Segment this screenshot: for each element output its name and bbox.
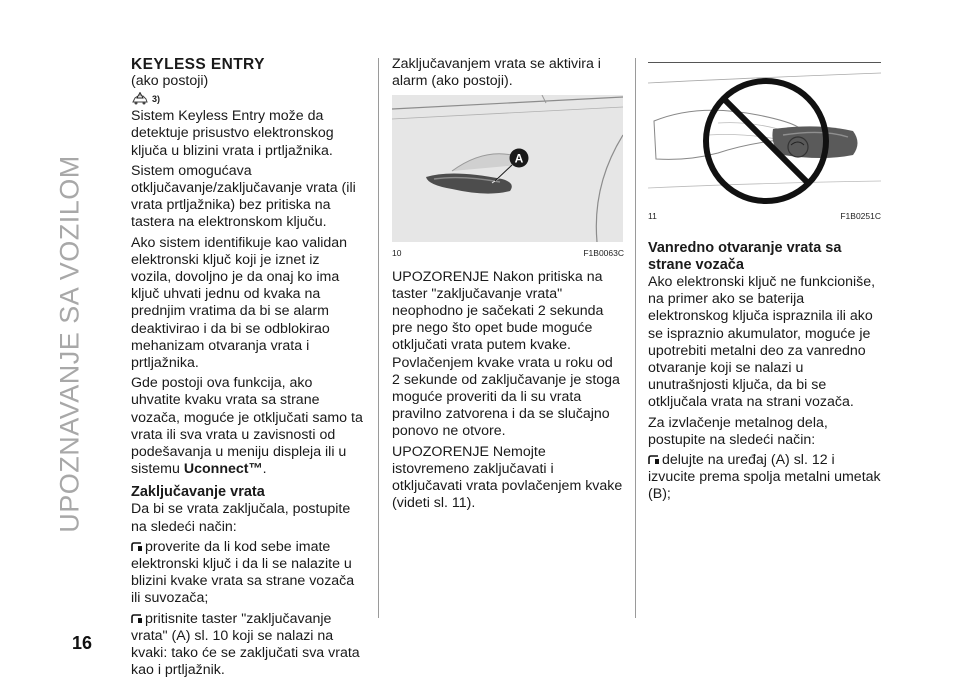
- key-bullet-icon: [131, 614, 143, 624]
- section-subtitle: (ako postoji): [131, 73, 209, 89]
- paragraph: Zaključavanjem vrata se aktivira i alarm (ako postoji).: [392, 56, 601, 90]
- paragraph: Ako sistem identifikuje kao validan elektronski ključ koji je iznet iz vozila, dovoljno je da onaj ko ima ključ uhvati jednu od kvaka na prednjim vratima da bi se alarm deaktivirao i da bi se odblokirao mehanizam otvaranja vrata i prtljažnika.: [131, 234, 348, 372]
- car-warning-icon: [131, 92, 149, 106]
- figure-callout-label: A: [514, 151, 524, 166]
- figure-prohibited-action: [648, 62, 881, 227]
- warning-reference: [131, 91, 363, 107]
- warning-reference-number: 3): [152, 93, 161, 104]
- figure-number: 11: [648, 211, 657, 221]
- figure-code: F1B0251C: [840, 211, 881, 221]
- figure-caption: [392, 245, 624, 262]
- paragraph: UPOZORENJE Nakon pritiska na taster "zaključavanje vrata" neophodno je sačekati 2 sekunda pre nego što opet bude moguće otključati vrata putem kvake. Povlačenjem kvake vrata u roku od 2 sekunde od zaključavanje je stoga moguće proveriti da li su vrata pravilno zatvorena i da se slučajno ponovo ne otvore.: [392, 268, 620, 440]
- key-bullet-icon: [131, 542, 143, 552]
- figure-number: 10: [392, 248, 402, 259]
- door-handle-illustration: [392, 95, 623, 242]
- paragraph: Sistem Keyless Entry može da detektuje prisustvo elektronskog ključa u blizini vrata i prtljažnika.: [131, 108, 334, 159]
- bullet-item: [131, 539, 363, 608]
- paragraph: Da bi se vrata zaključala, postupite na sledeći način:: [131, 501, 351, 535]
- column-divider-left: [378, 58, 379, 618]
- page-number: 16: [72, 633, 93, 653]
- paragraph: Za izvlačenje metalnog dela, postupite na sledeći način:: [648, 414, 828, 448]
- column-2: [392, 56, 624, 512]
- figure-code: F1B0063C: [583, 248, 624, 259]
- column-1: [131, 56, 363, 680]
- bullet-text: pritisnite taster "zaključavanje vrata" (A) sl. 10 koji se nalazi na kvaki: tako će se zaključati sva vrata kao i prtljažnik.: [131, 610, 360, 679]
- bullet-text: delujte na uređaj (A) sl. 12 i izvucite prema spolja metalni umetak (B);: [648, 452, 881, 503]
- bullet-item: [648, 452, 881, 504]
- subsection-heading: Vanredno otvaranje vrata sa strane vozača: [648, 240, 842, 273]
- bullet-item: [131, 611, 363, 680]
- side-section-title: UPOZNAVANJE SA VOZILOM: [54, 155, 85, 533]
- figure-door-handle: [392, 95, 623, 242]
- paragraph-end: .: [262, 461, 267, 478]
- paragraph: [131, 375, 363, 478]
- section-title: KEYLESS ENTRY: [131, 56, 265, 73]
- subsection-heading: Zaključavanje vrata: [131, 484, 265, 501]
- figure-canvas: [648, 63, 881, 208]
- paragraph: Ako elektronski ključ ne funkcioniše, na primer ako se baterija elektronskog ključa ispraznila ili ako se ispraznio akumulator, moguće je upotrebiti metalni deo za vanredno otvaranje koji se nalazi u unutrašnjosti ključa, da bi se otključala vrata na strani vozača.: [648, 274, 876, 411]
- paragraph: Sistem omogućava otključavanje/zaključavanje vrata (ili vrata prtljažnika) bez pritiska na tastera na elektronskom ključu.: [131, 162, 356, 231]
- paragraph: UPOZORENJE Nemojte istovremeno zaključavati i otključavati vrata povlačenjem kvake (videti sl. 11).: [392, 443, 623, 512]
- column-3: [648, 240, 881, 504]
- column-divider-right: [635, 58, 636, 618]
- key-bullet-icon: [648, 455, 660, 465]
- bullet-text: proverite da li kod sebe imate elektronski ključ i da li se nalazite u blizini kvake vrata sa strane vozača ili suvozača;: [131, 538, 355, 607]
- uconnect-term: Uconnect™: [183, 461, 263, 478]
- figure-caption: [648, 211, 881, 221]
- hand-pulling-handle-illustration: [648, 63, 881, 208]
- paragraph-text: Gde postoji ova funkcija, ako uhvatite kvaku vrata sa strane vozača, moguće je otključati samo ta vrata ili sva vrata u zavisnosti od podešavanja u meniju displeja ili u sistemu: [131, 375, 363, 478]
